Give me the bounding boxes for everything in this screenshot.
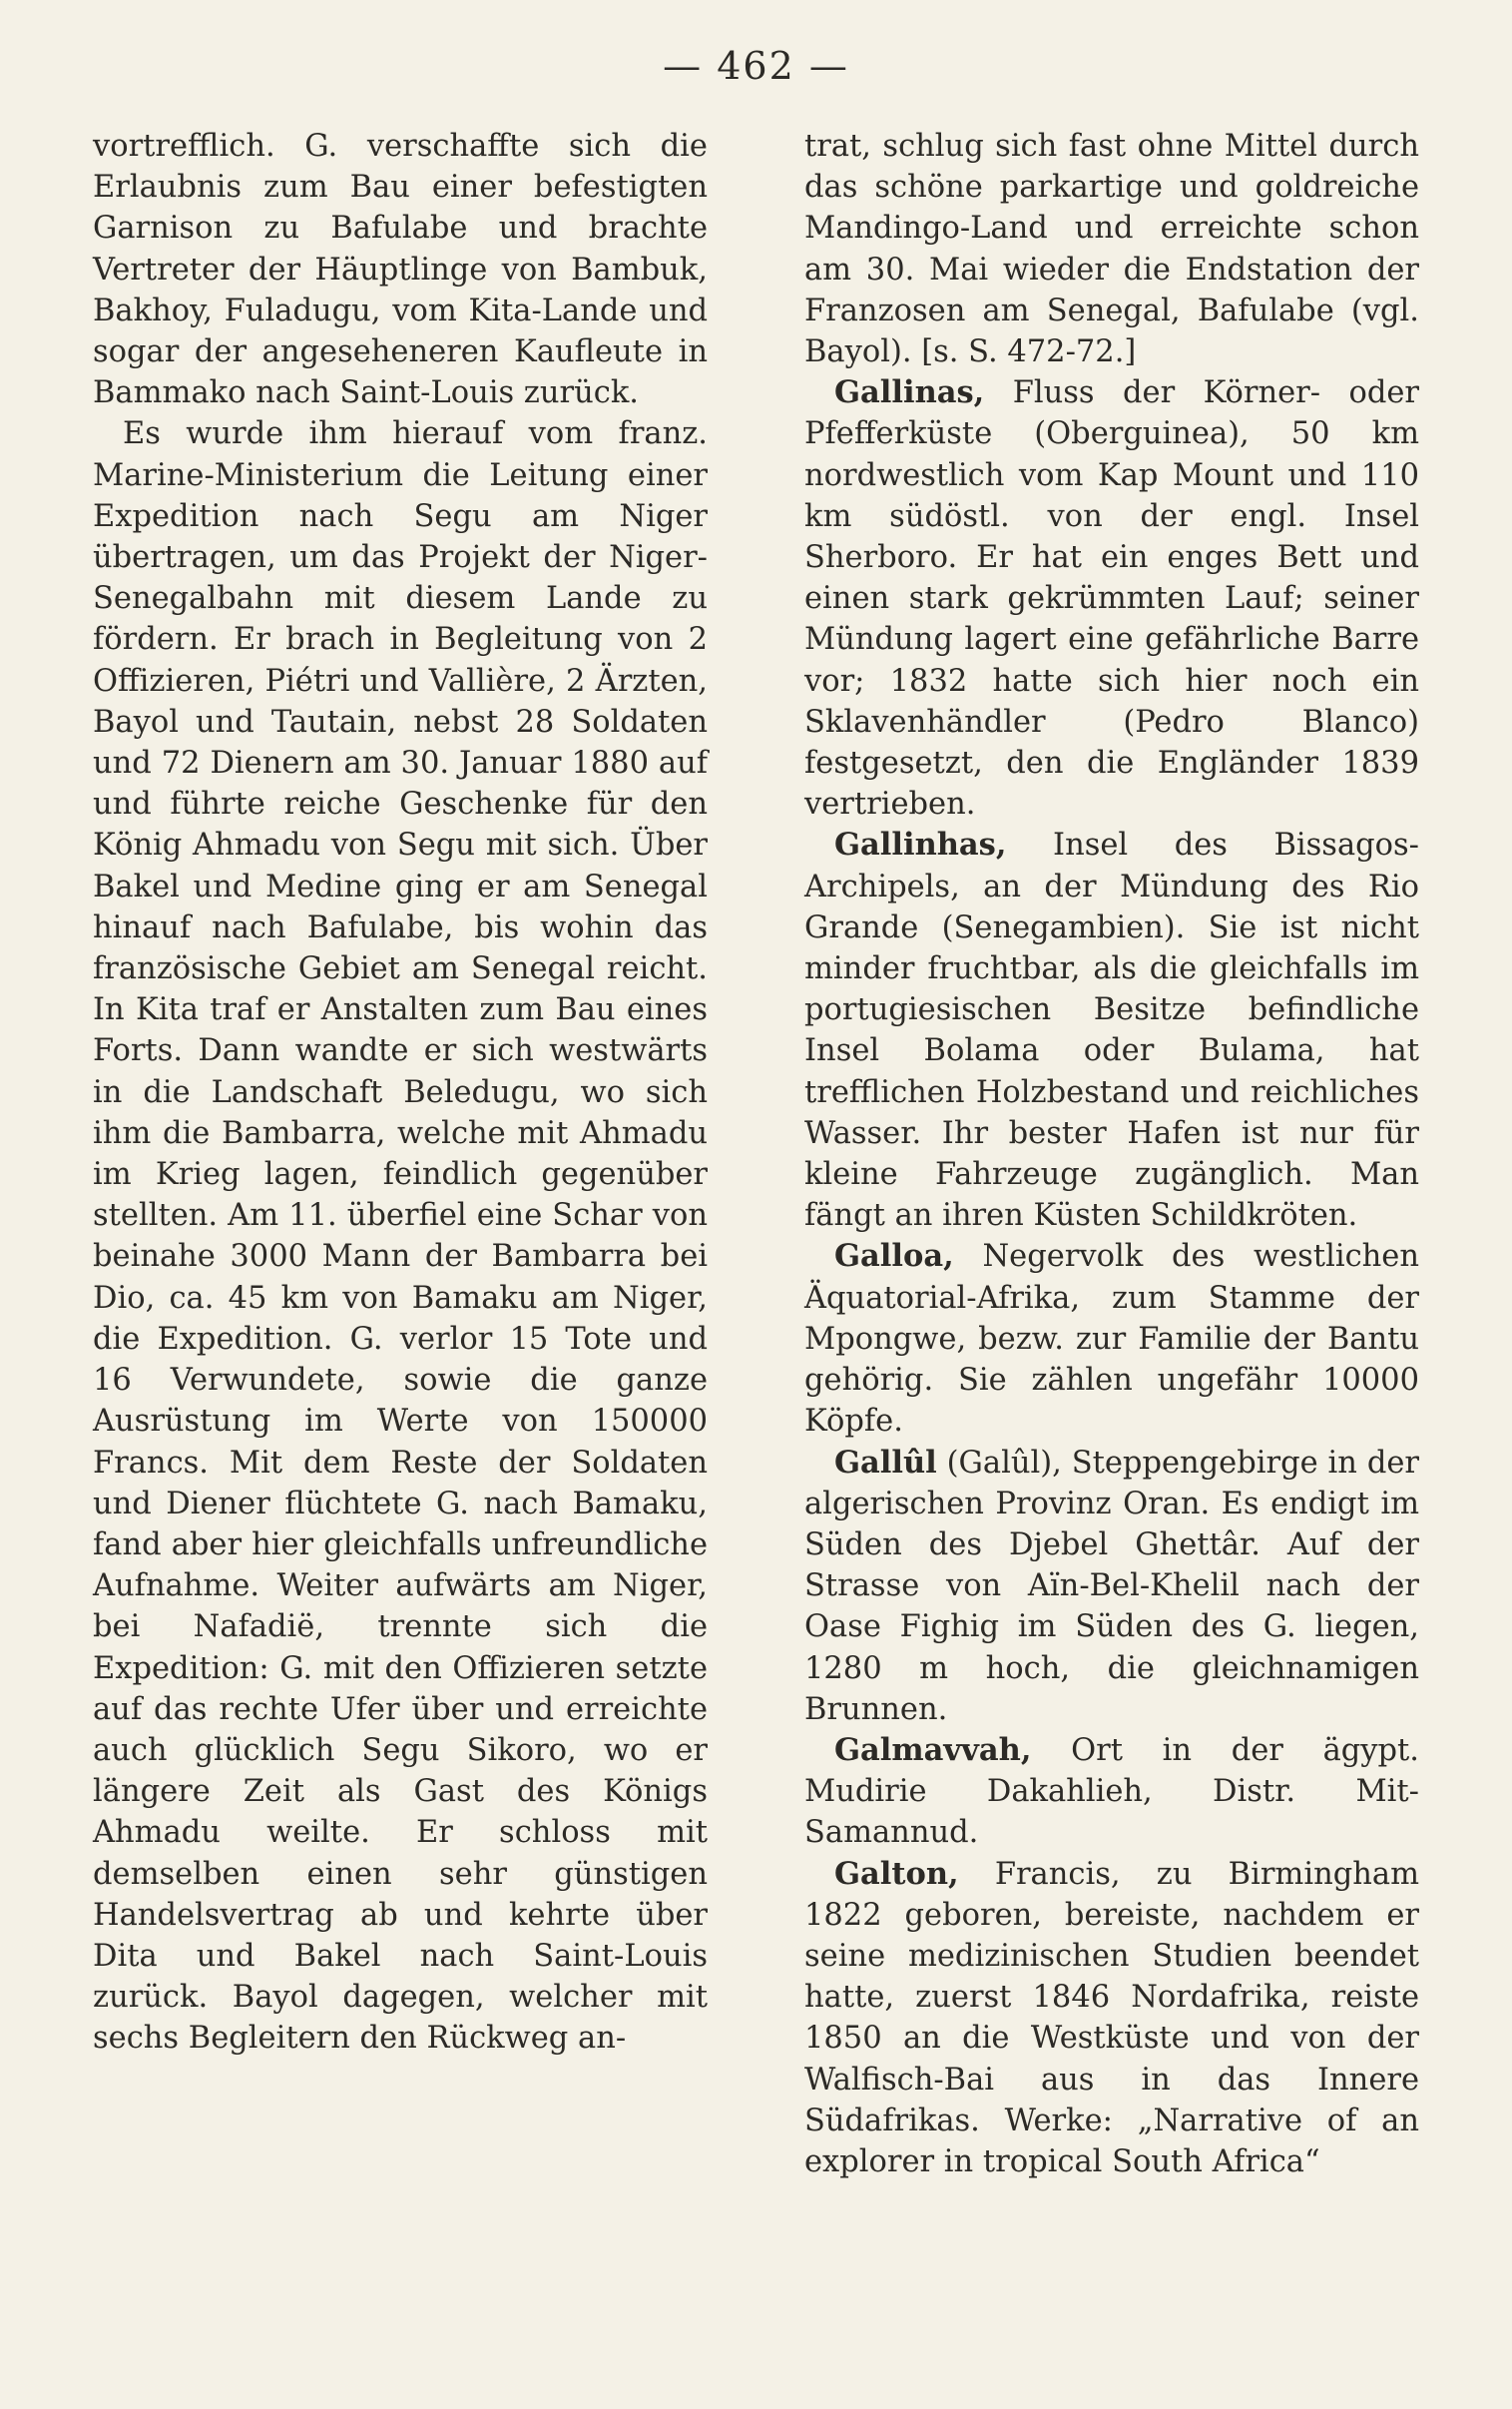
entry-headword: Galloa, xyxy=(834,1238,954,1275)
entry-galmavvah xyxy=(804,1730,1419,1854)
right-column xyxy=(804,126,1419,2182)
entry-text: Negervolk des westlichen Äquatorial-Afrika, zum Stamme der Mpongwe, bezw. zur Familie der Bantu gehörig. Sie zählen ungefähr 10000 Köpfe. xyxy=(804,1239,1419,1440)
entry-galloa xyxy=(804,1236,1419,1442)
entry-text: Ort in der ägypt. Mudirie Dakahlieh, Distr. Mit-Samannud. xyxy=(804,1732,1419,1851)
entry-headword: Gallinhas, xyxy=(834,827,1007,864)
paragraph xyxy=(804,126,1419,372)
paragraph-text: vortrefflich. G. verschaffte sich die Erlaubnis zum Bau einer befestigten Garnison zu Bafulabe und brachte Vertreter der Häuptlinge von Bambuk, Bakhoy, Fuladugu, vom Kita-Lande und sogar der angeseheneren Kaufleute in Bammako nach Saint-Louis zurück. xyxy=(93,129,708,411)
entry-gallul xyxy=(804,1443,1419,1730)
entry-headword: Galmavvah, xyxy=(834,1731,1032,1768)
entry-text: Fluss der Körner- oder Pfefferküste (Oberguinea), 50 km nordwestlich vom Kap Mount und 110 km südöstl. von der engl. Insel Sherboro. Er hat ein enges Bett und einen stark gekrümmten Lauf; seiner Mündung lagert eine gefährliche Barre vor; 1832 hatte sich hier noch ein Sklavenhändler (Pedro Blanco) festgesetzt, den die Engländer 1839 vertrieben. xyxy=(804,375,1419,823)
paragraph-text: Es wurde ihm hierauf vom franz. Marine-Ministerium die Leitung einer Expedition nach Segu am Niger übertragen, um das Projekt der Niger-Senegalbahn mit diesem Lande zu fördern. Er brach in Begleitung von 2 Offizieren, Piétri und Vallière, 2 Ärzten, Bayol und Tautain, nebst 28 Soldaten und 72 Dienern am 30. Januar 1880 auf und führte reiche Geschenke für den König Ahmadu von Segu mit sich. Über Bakel und Medine ging er am Senegal hinauf nach Bafulabe, bis wohin das französische Gebiet am Senegal reicht. In Kita traf er Anstalten zum Bau eines Forts. Dann wandte er sich westwärts in die Landschaft Beledugu, wo sich ihm die Bambarra, welche mit Ahmadu im Krieg lagen, feindlich gegenüber stellten. Am 11. überfiel eine Schar von beinahe 3000 Mann der Bambarra bei Dio, ca. 45 km von Bamaku am Niger, die Expedition. G. verlor 15 Tote und 16 Verwundete, sowie die ganze Ausrüstung im Werte von 150000 Francs. Mit dem Reste der Soldaten und Diener flüchtete G. nach Bamaku, fand aber hier gleichfalls unfreundliche Aufnahme. Weiter aufwärts am Niger, bei Nafadië, trennte sich die Expedition: G. mit den Offizieren setzte auf das rechte Ufer über und erreichte auch glücklich Segu Sikoro, wo er längere Zeit als Gast des Königs Ahmadu weilte. Er schloss mit demselben einen sehr günstigen Handelsvertrag ab und kehrte über Dita und Bakel nach Saint-Louis zurück. Bayol dagegen, welcher mit sechs Begleitern den Rückweg an- xyxy=(93,416,708,2057)
entry-headword: Gallûl xyxy=(834,1444,937,1481)
left-column xyxy=(93,126,708,2060)
paragraph xyxy=(93,413,708,2059)
entry-galton xyxy=(804,1854,1419,2183)
paragraph xyxy=(93,126,708,413)
entry-text: (Galûl), Steppengebirge in der algerischen Provinz Oran. Es endigt im Süden des Djebel Ghettâr. Auf der Strasse von Aïn-Bel-Khelil nach der Oase Fighig im Süden des G. liegen, 1280 m hoch, die gleichnamigen Brunnen. xyxy=(804,1445,1419,1727)
entry-gallinhas xyxy=(804,825,1419,1236)
entry-text: Insel des Bissagos-Archipels, an der Mündung des Rio Grande (Senegambien). Sie ist nicht minder fruchtbar, als die gleichfalls im portugiesischen Besitze befindliche Insel Bolama oder Bulama, hat trefflichen Holzbestand und reichliches Wasser. Ihr bester Hafen ist nur für kleine Fahrzeuge zugänglich. Man fängt an ihren Küsten Schildkröten. xyxy=(804,828,1419,1234)
page-number: — 462 — xyxy=(663,44,849,88)
paragraph-text: trat, schlug sich fast ohne Mittel durch das schöne parkartige und goldreiche Mandingo-Land und erreichte schon am 30. Mai wieder die Endstation der Franzosen am Senegal, Bafulabe (vgl. Bayol). [s. S. 472-72.] xyxy=(804,129,1419,370)
entry-text: Francis, zu Birmingham 1822 geboren, bereiste, nachdem er seine medizinischen Studien beendet hatte, zuerst 1846 Nordafrika, reiste 1850 an die Westküste und von der Walfisch-Bai aus in das Innere Südafrikas. Werke: „Narrative of an explorer in tropical South Africa“ xyxy=(804,1856,1419,2179)
entry-gallinas xyxy=(804,372,1419,825)
entry-headword: Gallinas, xyxy=(834,374,985,411)
entry-headword: Galton, xyxy=(834,1855,959,1892)
